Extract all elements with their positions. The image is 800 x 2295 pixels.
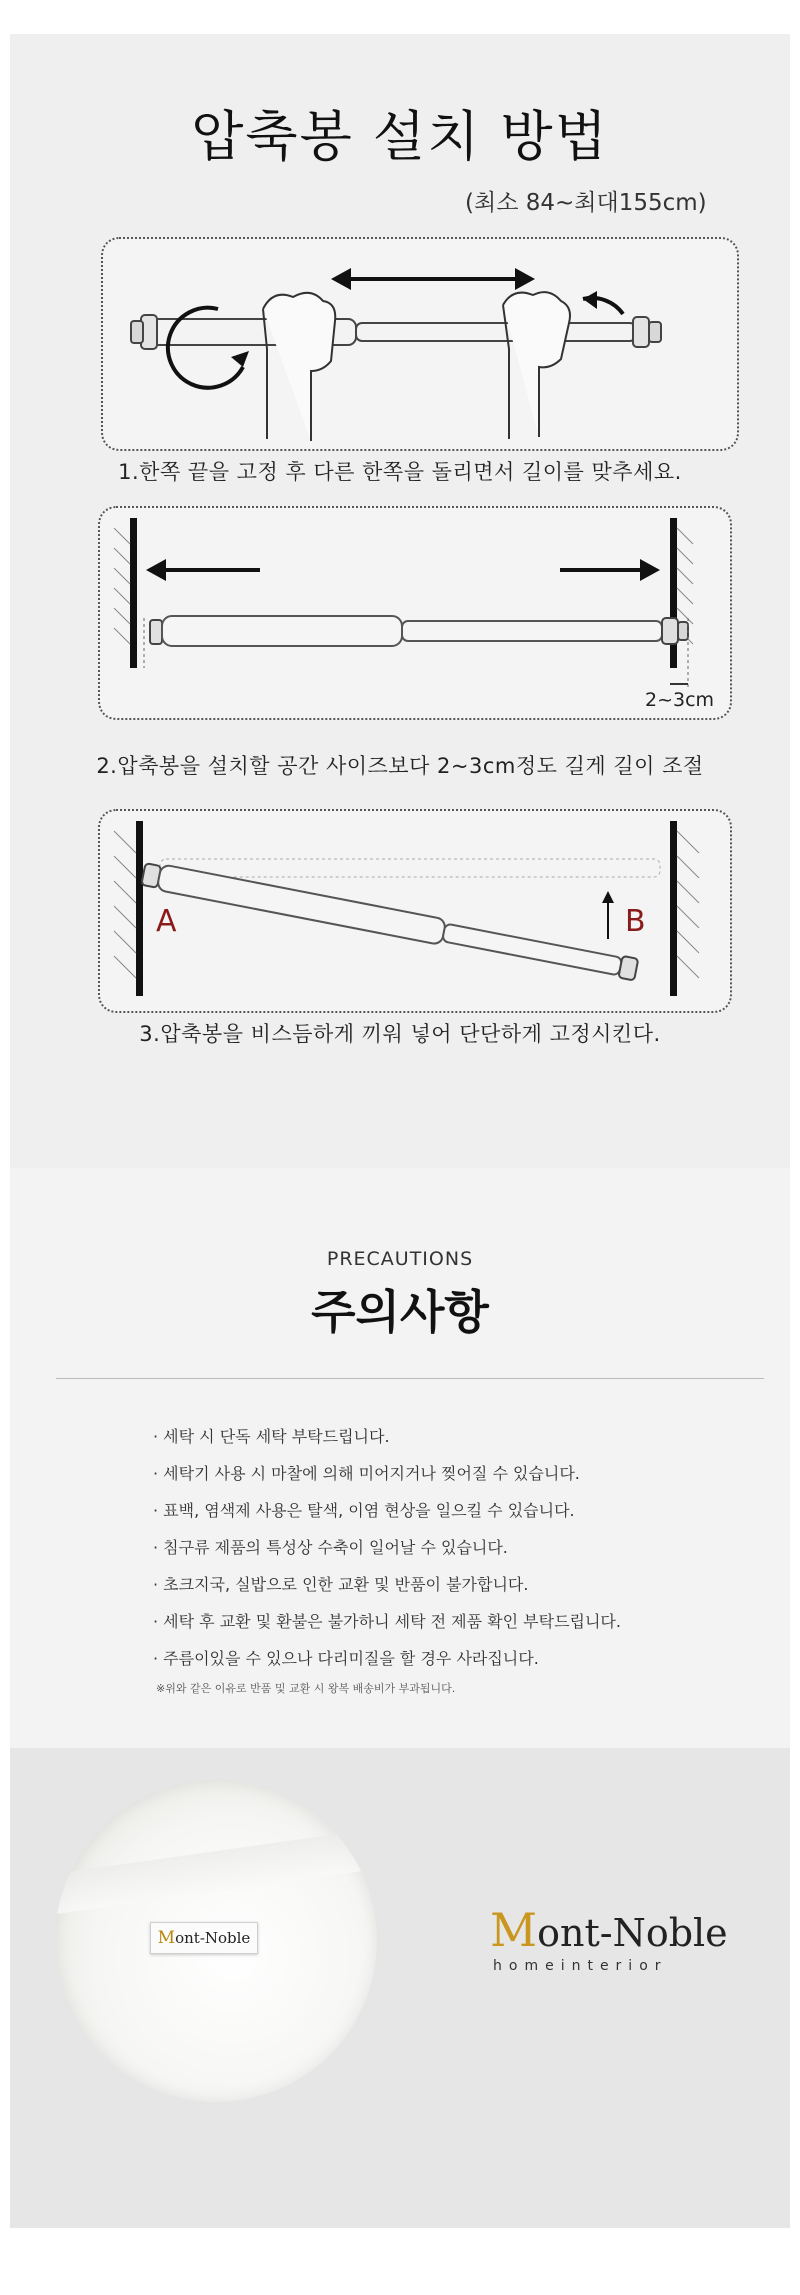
- brand-logo: [490, 1903, 728, 1957]
- fabric-photo: [55, 1780, 377, 2102]
- rod-angle-illustration: [100, 811, 730, 1011]
- precautions-title: 주의사항: [311, 1285, 489, 1339]
- tag-rest: ont-Noble: [175, 1929, 251, 1947]
- shipping-note: ※위와 같은 이유로 반품 및 교환 시 왕복 배송비가 부과됩니다.: [156, 1682, 456, 1695]
- list-item: · 침구류 제품의 특성상 수축이 일어날 수 있습니다.: [153, 1538, 508, 1557]
- brand-tagline: homeinterior: [493, 1958, 668, 1974]
- page-title: 압축봉 설치 방법: [191, 105, 609, 168]
- step3-caption: 3.압축봉을 비스듬하게 끼워 넣어 단단하게 고정시킨다.: [139, 1022, 661, 1046]
- brand-section: [10, 1748, 790, 2228]
- install-section: [10, 34, 790, 1168]
- size-range: (최소 84~최대155cm): [465, 190, 707, 216]
- step1-illustration: [101, 237, 739, 451]
- brand-initial: M: [490, 1903, 538, 1957]
- fabric-fold: [55, 1821, 377, 1919]
- brand-name: ont-Noble: [537, 1911, 728, 1955]
- list-item: · 세탁 시 단독 세탁 부탁드립니다.: [153, 1427, 390, 1446]
- fabric-label: [150, 1922, 258, 1954]
- tag-initial: M: [157, 1928, 176, 1948]
- step3-illustration: [98, 809, 732, 1013]
- divider: [56, 1378, 764, 1379]
- list-item: · 세탁기 사용 시 마찰에 의해 미어지거나 찢어질 수 있습니다.: [153, 1464, 580, 1483]
- label-a: A: [156, 904, 177, 939]
- list-item: · 주름이있을 수 있으나 다리미질을 할 경우 사라집니다.: [153, 1649, 539, 1668]
- list-item: · 초크지국, 실밥으로 인한 교환 및 반품이 불가합니다.: [153, 1575, 529, 1594]
- precautions-eyebrow: PRECAUTIONS: [326, 1248, 474, 1270]
- measure-label: 2~3cm: [645, 689, 715, 711]
- precautions-section: [10, 1168, 790, 1748]
- list-item: · 표백, 염색제 사용은 탈색, 이염 현상을 일으킬 수 있습니다.: [153, 1501, 575, 1520]
- step2-illustration: [98, 506, 732, 720]
- rod-length-illustration: [100, 508, 730, 718]
- precautions-list: [153, 1418, 621, 1677]
- step1-caption: 1.한쪽 끝을 고정 후 다른 한쪽을 돌리면서 길이를 맞추세요.: [118, 460, 682, 484]
- label-b: B: [625, 904, 646, 939]
- rod-twist-illustration: [103, 239, 737, 449]
- step2-caption: 2.압축봉을 설치할 공간 사이즈보다 2~3cm정도 길게 길이 조절: [96, 754, 704, 778]
- list-item: · 세탁 후 교환 및 환불은 불가하니 세탁 전 제품 확인 부탁드립니다.: [153, 1612, 621, 1631]
